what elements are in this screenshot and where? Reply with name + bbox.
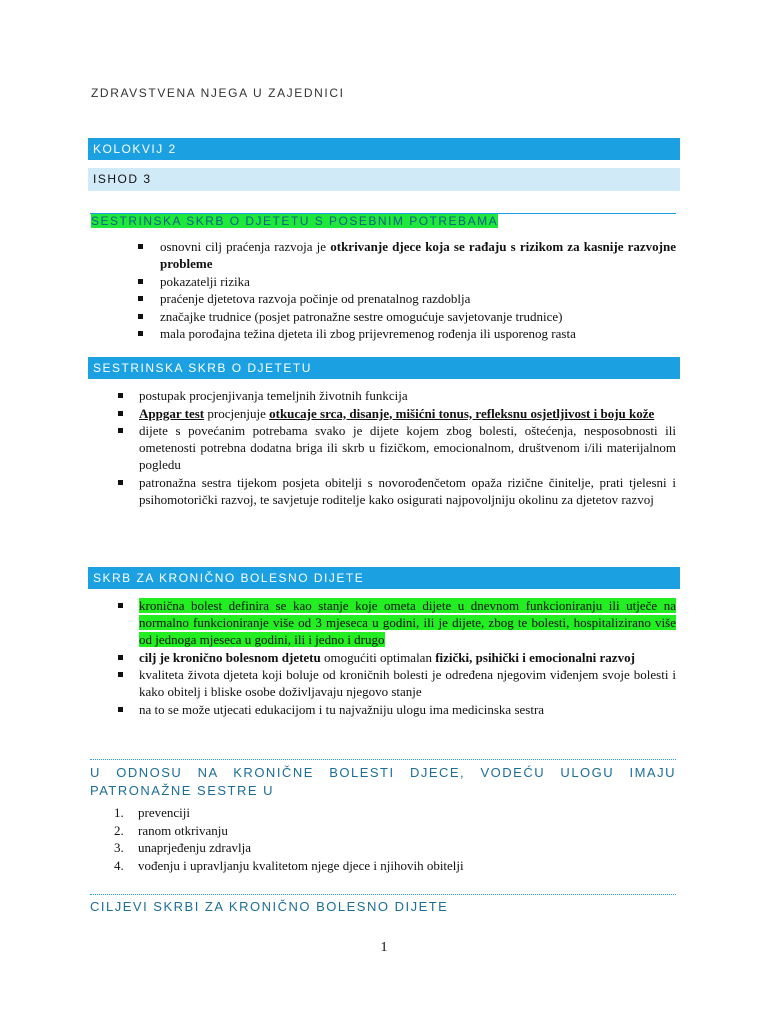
list-item: dijete s povećanim potrebama svako je dijete kojem zbog bolesti, oštećenja, nesposobnosti ili ometenosti potrebna dodatna briga ili skrb u fizičkom, emocionalnom, društvenom i/ili materijalnom pogledu bbox=[139, 423, 676, 472]
section1-list bbox=[160, 238, 676, 343]
band-kolokvij: KOLOKVIJ 2 bbox=[88, 138, 680, 160]
list-item: Appgar test procjenjuje otkucaje srca, disanje, mišićni tonus, refleksnu osjetljivost i boju kože bbox=[139, 405, 676, 422]
list-item: na to se može utjecati edukacijom i tu najvažniju ulogu ima medicinska sestra bbox=[139, 701, 676, 718]
document-header: ZDRAVSTVENA NJEGA U ZAJEDNICI bbox=[91, 86, 345, 100]
section2-heading: SESTRINSKA SKRB O DJETETU bbox=[88, 357, 680, 379]
list-item: mala porođajna težina djeteta ili zbog prijevremenog rođenja ili usporenog rasta bbox=[160, 325, 676, 342]
list-item: pokazatelji rizika bbox=[160, 273, 676, 290]
page-number: 1 bbox=[380, 940, 388, 955]
list-item: značajke trudnice (posjet patronažne sestre omogućuje savjetovanje trudnice) bbox=[160, 308, 676, 325]
section4-list bbox=[114, 804, 674, 874]
list-item: postupak procjenjivanja temeljnih životnih funkcija bbox=[139, 387, 676, 404]
section4-heading: U ODNOSU NA KRONIČNE BOLESTI DJECE, VODEĆU ULOGU IMAJU PATRONAŽNE SESTRE U bbox=[90, 765, 676, 798]
list-item: osnovni cilj praćenja razvoja je otkrivanje djece koja se rađaju s rizikom za kasnije razvojne probleme bbox=[160, 239, 676, 271]
section3-list bbox=[139, 597, 676, 718]
numbered-item: 3. unaprjeđenju zdravlja bbox=[114, 840, 251, 855]
list-item: patronažna sestra tijekom posjeta obitelji s novorođenčetom opaža rizične činitelje, prati tjelesni i psihomotorički razvoj, te savjetuje roditelje kako osigurati najpovoljniju okolinu za djetetov razvoj bbox=[139, 474, 676, 507]
section1-heading-block bbox=[90, 213, 676, 233]
numbered-item: 4. vođenju i upravljanju kvalitetom njege djece i njihovih obitelji bbox=[114, 857, 464, 873]
list-item: cilj je kronično bolesnom djetetu omogućiti optimalan fizički, psihički i emocionalni razvoj bbox=[139, 649, 676, 666]
band-ishod: ISHOD 3 bbox=[88, 168, 680, 191]
numbered-item: 2. ranom otkrivanju bbox=[114, 822, 228, 838]
section4-heading-block bbox=[90, 759, 676, 800]
section2-list bbox=[139, 387, 676, 508]
section5-heading: CILJEVI SKRBI ZA KRONIČNO BOLESNO DIJETE bbox=[90, 899, 449, 914]
list-item: kronična bolest definira se kao stanje koje ometa dijete u dnevnom funkcioniranju ili utječe na normalno funkcioniranje više od 3 mjeseca u godini, ili je dijete, zbog te bolesti, hospitalizirano više od jednoga mjeseca u godini, ili i jedno i drugo bbox=[139, 598, 676, 647]
section3-heading: SKRB ZA KRONIČNO BOLESNO DIJETE bbox=[88, 567, 680, 589]
section1-heading: SESTRINSKA SKRB O DJETETU S POSEBNIM POTREBAMA bbox=[91, 214, 499, 228]
list-item: praćenje djetetova razvoja počinje od prenatalnog razdoblja bbox=[160, 290, 676, 307]
section5-heading-block bbox=[90, 894, 676, 914]
numbered-item: 1. prevenciji bbox=[114, 805, 190, 820]
list-item: kvaliteta života djeteta koji boluje od kroničnih bolesti je određena njegovim viđenjem svoje bolesti i kako obitelj i bliske osobe doživljavaju njegovo stanje bbox=[139, 667, 676, 699]
